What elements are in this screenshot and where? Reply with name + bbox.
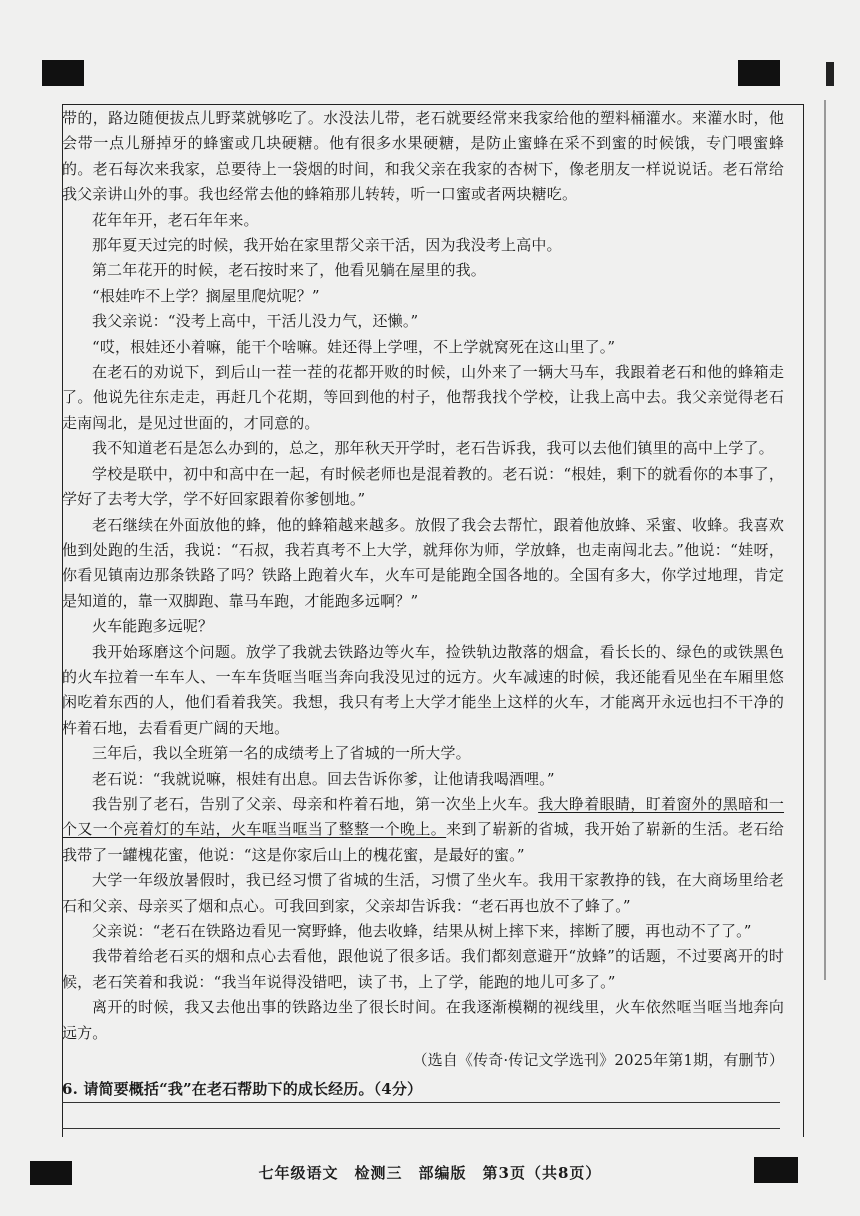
- passage-paragraph: 那年夏天过完的时候，我开始在家里帮父亲干活，因为我没考上高中。: [92, 236, 562, 255]
- page-footer: 七年级语文 检测三 部编版 第3页（共8页）: [258, 1164, 602, 1182]
- passage-paragraph: 带的，路边随便拔点儿野菜就够吃了。水没法儿带，老石就要经常来我家给他的塑料桶灌水。来灌水时，他会带一点儿掰掉牙的蜂蜜或几块硬糖。他有很多水果硬糖，是防止蜜蜂在采不到蜜的时候饿，专门喂蜜蜂的。老石每次来我家，总要待上一袋烟的时间，和我父亲在我家的杏树下，像老朋友一样说说话。老石常给我父亲讲山外的事。我也经常去他的蜂箱那儿转转，听一口蜜或者两块糖吃。: [62, 109, 784, 204]
- passage-paragraph: “根娃咋不上学？搁屋里爬炕呢？”: [92, 286, 320, 305]
- passage-paragraph: 老石继续在外面放他的蜂，他的蜂箱越来越多。放假了我会去帮忙，跟着他放蜂、采蜜、收蜂。我喜欢他到处跑的生活，我说：“石叔，我若真考不上大学，就拜你为师，学放蜂，也走南闯北去。”他说：“娃呀，你看见镇南边那条铁路了吗？铁路上跑着火车，火车可是能跑全国各地的。全国有多大，你学过地理，肯定是知道的，靠一双脚跑、靠马车跑，才能跑多远啊？”: [62, 515, 784, 610]
- passage-paragraph: 学校是联中，初中和高中在一起，有时候老师也是混着教的。老石说：“根娃，剩下的就看你的本事了，学好了去考大学，学不好回家跟着你爹刨地。”: [62, 464, 784, 509]
- passage-paragraph: 老石说：“我就说嘛，根娃有出息。回去告诉你爹，让他请我喝酒哩。”: [92, 769, 555, 788]
- passage-paragraph: 大学一年级放暑假时，我已经习惯了省城的生活，习惯了坐火车。我用干家教挣的钱，在大商场里给老石和父亲、母亲买了烟和点心。可我回到家，父亲却告诉我：“老石再也放不了蜂了。”: [62, 871, 784, 915]
- paragraph-text: 我告别了老石，告别了父亲、母亲和杵着石地，第一次坐上火车。: [92, 794, 539, 813]
- underlined-sentence: 我大睁着眼睛，盯着窗外的黑暗和一个又一个亮着灯的车站，火车哐当哐当了整整一个晚上。: [62, 794, 785, 839]
- question-6: 6. 请简要概括“我”在老石帮助下的成长经历。（4分）: [62, 1080, 423, 1099]
- passage-paragraphs: [62, 106, 784, 792]
- passage-paragraph: 花年年开，老石年年来。: [92, 210, 259, 229]
- registration-mark-top-left: [42, 60, 84, 86]
- answer-line[interactable]: [62, 1102, 780, 1103]
- registration-mark-edge: [826, 62, 834, 86]
- registration-mark-top-right: [738, 60, 780, 86]
- passage-paragraph: 我不知道老石是怎么办到的，总之，那年秋天开学时，老石告诉我，我可以去他们镇里的高中上学了。: [92, 439, 774, 458]
- paragraph-text: 来到了崭新的省城，我开始了崭新的生活。老石给我带了一罐槐花蜜，他说：“这是你家后山上的槐花蜜，是最好的蜜。”: [62, 820, 784, 864]
- answer-line[interactable]: [62, 1128, 780, 1129]
- passage-paragraph: 离开的时候，我又去他出事的铁路边坐了很长时间。在我逐渐模糊的视线里，火车依然哐当哐当地奔向远方。: [62, 998, 784, 1042]
- underlined-paragraph: [62, 792, 784, 868]
- reading-passage: [62, 106, 784, 1103]
- passage-paragraph: 在老石的劝说下，到后山一茬一茬的花都开败的时候，山外来了一辆大马车，我跟着老石和他的蜂箱走了。他说先往东走走，再赶几个花期，等回到他的村子，他帮我找个学校，让我上高中去。我父亲觉得老石走南闯北，是见过世面的，才同意的。: [62, 363, 784, 432]
- passage-paragraph: 三年后，我以全班第一名的成绩考上了省城的一所大学。: [92, 744, 471, 763]
- passage-paragraph: 火车能跑多远呢？: [92, 617, 214, 636]
- passage-paragraph: 我父亲说：“没考上高中，干活儿没力气，还懒。”: [92, 312, 419, 331]
- passage-paragraph: 我带着给老石买的烟和点心去看他，跟他说了很多话。我们都刻意避开“放蜂”的话题，不过要离开的时候，老石笑着和我说：“我当年说得没错吧，读了书，上了学，能跑的地儿可多了。”: [62, 947, 784, 991]
- source-citation: （选自《传奇·传记文学选刊》2025年第1期，有删节）: [412, 1051, 784, 1070]
- passage-paragraphs: [62, 868, 784, 1046]
- passage-paragraph: “哎，根娃还小着嘛，能干个啥嘛。娃还得上学哩，不上学就窝死在这山里了。”: [92, 337, 616, 356]
- passage-paragraph: 我开始琢磨这个问题。放学了我就去铁路边等火车，捡铁轨边散落的烟盒，看长长的、绿色的或铁黑色的火车拉着一车车人、一车车货哐当哐当奔向我没见过的远方。火车减速的时候，我还能看见坐在车厢里悠闲吃着东西的人，他们看着我笑。我想，我只有考上大学才能坐上这样的火车，才能离开永远也扫不干净的杵着石地，去看看更广阔的天地。: [62, 642, 784, 737]
- passage-paragraph: 第二年花开的时候，老石按时来了，他看见躺在屋里的我。: [92, 261, 486, 280]
- page-edge-line: [824, 100, 826, 980]
- passage-paragraph: 父亲说：“老石在铁路边看见一窝野蜂，他去收蜂，结果从树上摔下来，摔断了腰，再也动不了了。”: [92, 922, 752, 940]
